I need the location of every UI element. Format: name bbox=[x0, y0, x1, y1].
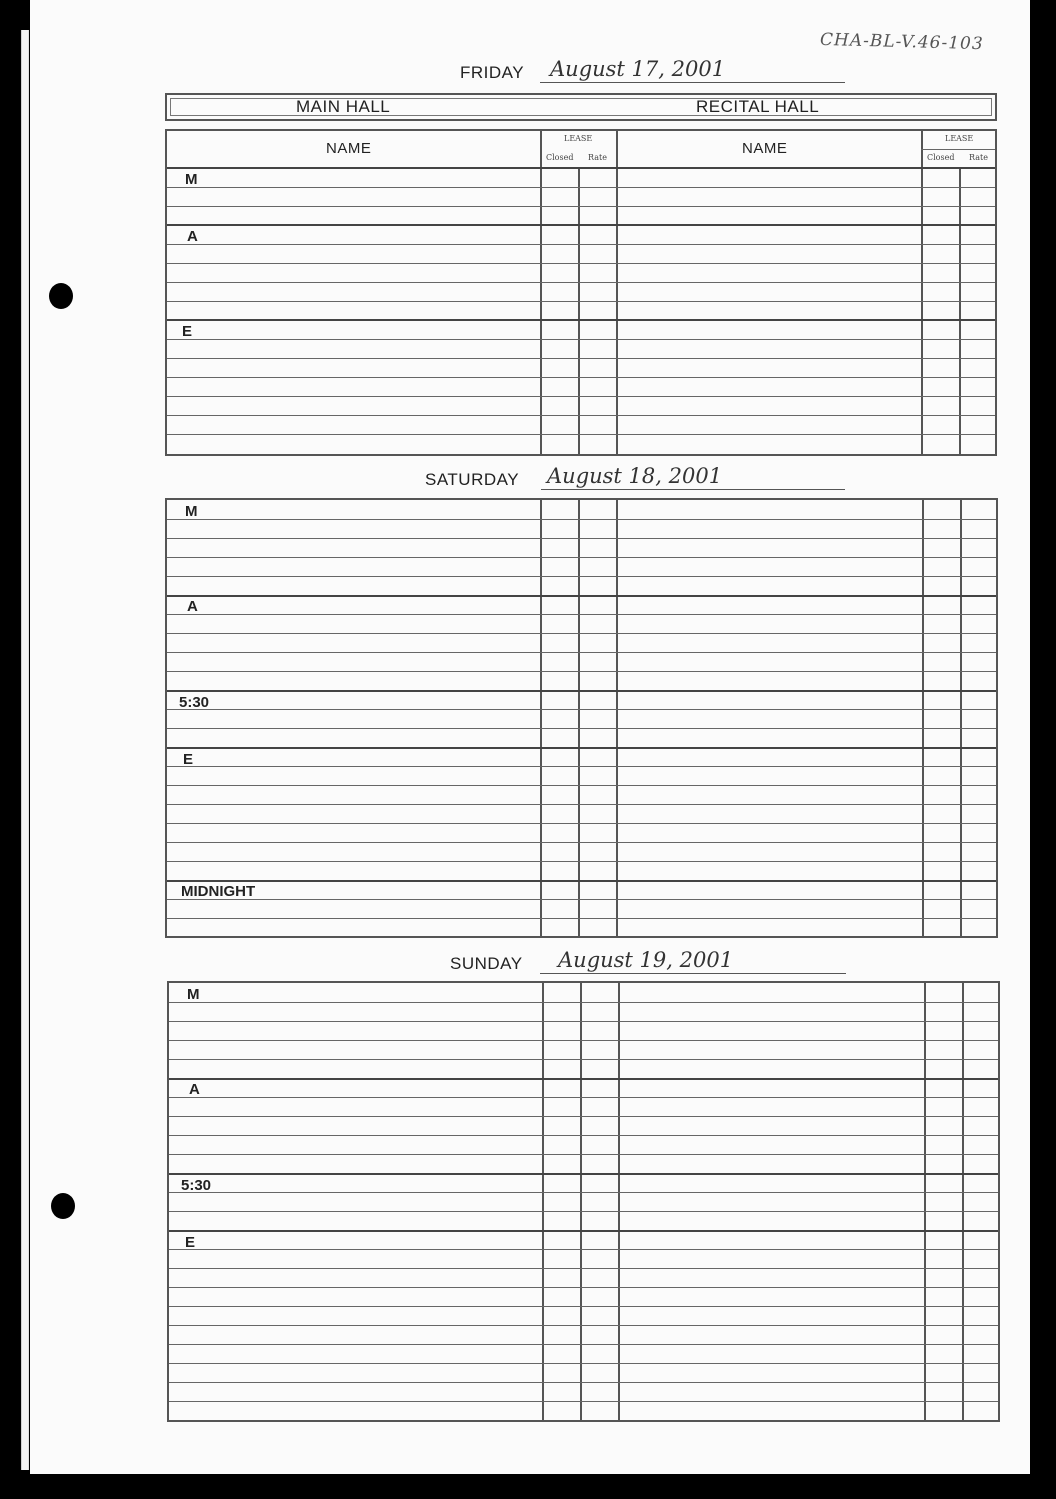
date-rule bbox=[540, 973, 846, 974]
slot-label: MIDNIGHT bbox=[181, 883, 256, 900]
hall-header bbox=[165, 93, 997, 121]
day-label: SUNDAY bbox=[450, 954, 523, 973]
date-rule bbox=[541, 489, 845, 490]
sunday-grid bbox=[167, 981, 1000, 1422]
slot-label: 5:30 bbox=[181, 1177, 212, 1194]
day-heading-friday bbox=[460, 57, 845, 83]
saturday-grid bbox=[165, 498, 998, 938]
day-heading-saturday bbox=[425, 464, 845, 490]
punch-hole-top bbox=[49, 283, 73, 309]
lease-header-main: LEASE bbox=[564, 134, 593, 143]
slot-label: 5:30 bbox=[179, 694, 210, 711]
punch-hole-bottom bbox=[51, 1193, 75, 1219]
lease-header-recital: LEASE bbox=[945, 134, 974, 143]
closed-header-recital: Closed bbox=[927, 153, 955, 162]
slot-label: E bbox=[185, 1234, 196, 1251]
slot-label: A bbox=[187, 598, 198, 615]
day-label: FRIDAY bbox=[460, 63, 525, 82]
slot-label: M bbox=[185, 503, 198, 520]
name-header-main: NAME bbox=[326, 140, 372, 157]
date-rule bbox=[540, 82, 845, 83]
slot-label: M bbox=[187, 986, 200, 1003]
slot-label: E bbox=[183, 751, 194, 768]
rate-header-recital: Rate bbox=[969, 153, 988, 162]
handwritten-date: August 18, 2001 bbox=[547, 464, 723, 488]
rate-header-main: Rate bbox=[588, 153, 607, 162]
handwritten-date: August 17, 2001 bbox=[550, 57, 726, 81]
friday-grid bbox=[165, 129, 997, 456]
slot-label: A bbox=[187, 228, 198, 245]
recital-hall-title: RECITAL HALL bbox=[696, 97, 820, 116]
main-hall-title: MAIN HALL bbox=[296, 97, 391, 116]
closed-header-main: Closed bbox=[546, 153, 574, 162]
day-label: SATURDAY bbox=[425, 470, 520, 489]
archive-number: CHA-BL-V.46-103 bbox=[819, 29, 984, 55]
slot-label: E bbox=[182, 323, 193, 340]
handwritten-date: August 19, 2001 bbox=[558, 948, 734, 972]
slot-label: A bbox=[189, 1081, 200, 1098]
day-heading-sunday bbox=[450, 948, 846, 974]
slot-label: M bbox=[185, 171, 198, 188]
name-header-recital: NAME bbox=[742, 140, 788, 157]
stacked-page-edge bbox=[21, 30, 29, 1470]
